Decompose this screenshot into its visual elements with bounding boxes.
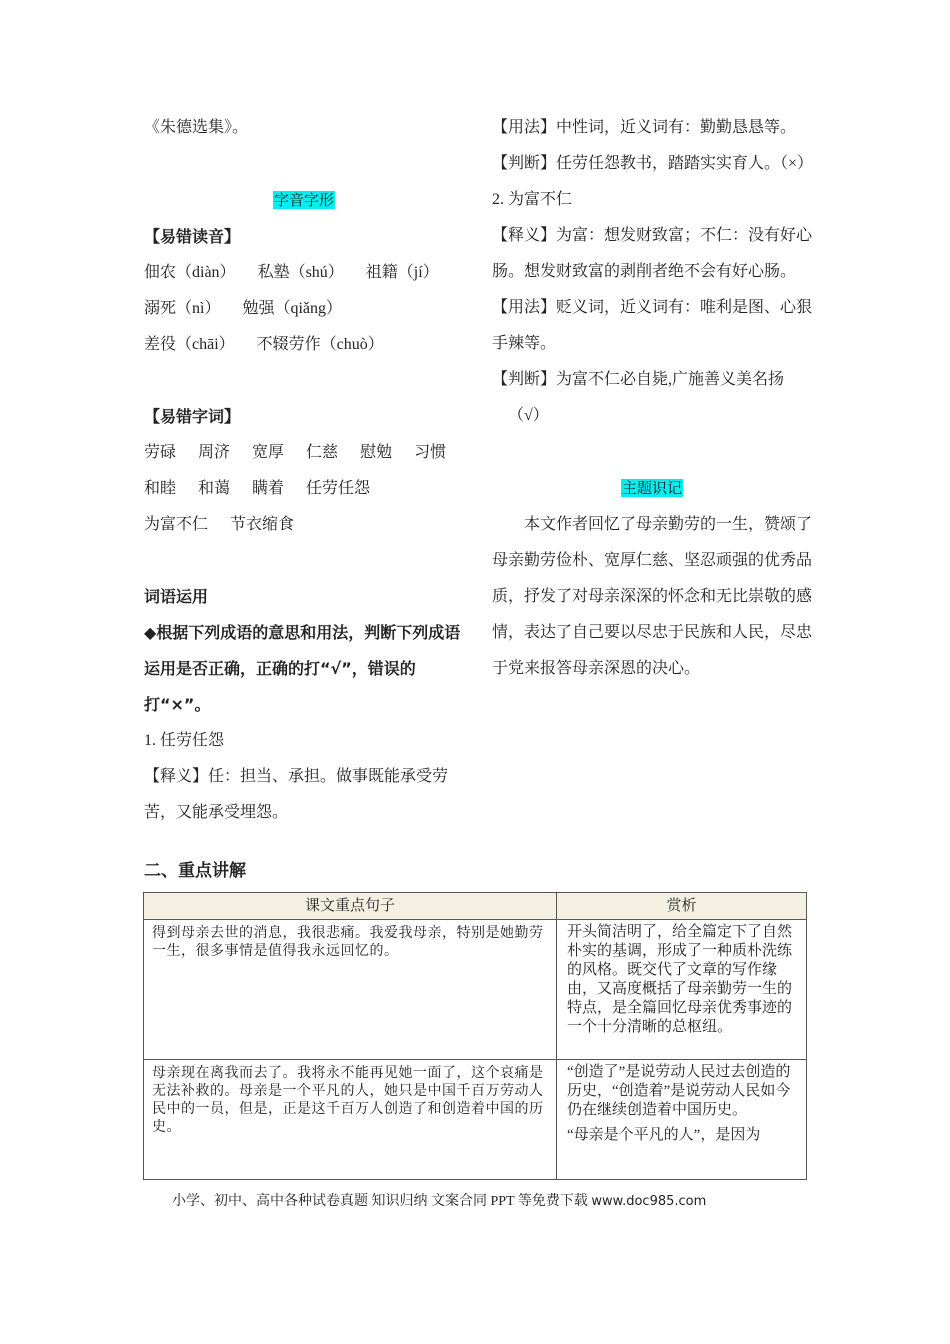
item2-meaning: 【释义】为富：想发财致富；不仁：没有好心肠。想发财致富的剥削者绝不会有好心肠。 xyxy=(492,227,813,280)
word-item: 宽厚 xyxy=(252,444,285,461)
reading-row-1 xyxy=(144,255,464,291)
item2-judge: 【判断】为富不仁必自毙,广施善义美名扬 xyxy=(492,371,785,388)
words-row-3 xyxy=(144,507,464,543)
section-heading-pronunciation xyxy=(144,182,464,219)
word-item: 仁慈 xyxy=(306,444,339,461)
easy-wrong-reading-title: 【易错读音】 xyxy=(144,227,241,246)
item1-meaning: 【释义】任：担当、承担。做事既能承受劳苦，又能承受埋怨。 xyxy=(144,768,449,821)
theme-paragraph-1: 本文作者回忆了母亲勤劳的一生，赞颂了母亲勤劳俭朴、宽厚仁慈、坚忍顽强的优秀品 xyxy=(492,516,813,569)
theme-title-label: 主题识记 xyxy=(621,479,682,497)
table-header-analysis: 赏析 xyxy=(557,893,807,920)
table-header-sentence: 课文重点句子 xyxy=(144,893,557,920)
word-item: 瞒着 xyxy=(252,480,285,497)
continued-text: 《朱德选集》。 xyxy=(144,119,249,136)
reading-item: 勉强（qiǎng） xyxy=(242,300,343,317)
reading-item: 差役（chāi） xyxy=(144,336,235,353)
left-column xyxy=(144,110,464,831)
analysis-paragraph: “创造了”是说劳动人民过去创造的历史，“创造着”是说劳动人民如今仍在继续创造着中国历史。 xyxy=(567,1064,791,1118)
table-row xyxy=(144,1060,807,1180)
reading-row-2 xyxy=(144,291,464,327)
item2-title: 2. 为富不仁 xyxy=(492,191,573,208)
section-pronunciation-label: 字音字形 xyxy=(273,191,334,209)
analysis-paragraph: 开头简洁明了，给全篇定下了自然朴实的基调，形成了一种质朴洗练的风格。既交代了文章的写作缘由，又高度概括了母亲勤劳一生的特点，是全篇回忆母亲优秀事迹的一个十分清晰的总枢纽。 xyxy=(567,924,793,1035)
reading-item: 佃农（diàn） xyxy=(144,264,236,281)
item1-judge: 【判断】任劳任怨教书，踏踏实实育人。（×） xyxy=(492,155,814,172)
reading-item: 祖籍（jí） xyxy=(365,264,439,281)
word-item: 节衣缩食 xyxy=(230,516,295,533)
word-item: 劳碌 xyxy=(144,444,177,461)
reading-row-3 xyxy=(144,327,464,363)
analysis-paragraph: “母亲是个平凡的人”，是因为 xyxy=(567,1127,761,1143)
table-row xyxy=(144,920,807,1060)
words-row-2 xyxy=(144,471,464,507)
table-cell-analysis xyxy=(557,1060,807,1180)
item1-usage: 【用法】中性词，近义词有：勤勤恳恳等。 xyxy=(492,119,797,136)
footer-url[interactable]: www.doc985.com xyxy=(591,1194,707,1209)
table-cell-sentence: 得到母亲去世的消息，我很悲痛。我爱我母亲，特别是她勤劳一生，很多事情是值得我永远回忆的。 xyxy=(144,920,557,1060)
instruction-text: ◆根据下列成语的意思和用法，判断下列成语运用是否正确，正确的打“√”，错误的打“×”。 xyxy=(144,623,461,714)
word-item: 慰勉 xyxy=(360,444,393,461)
word-item: 习惯 xyxy=(414,444,447,461)
word-item: 任劳任怨 xyxy=(306,480,371,497)
footer xyxy=(172,1190,706,1210)
key-points-table xyxy=(143,892,807,1180)
theme-paragraph-2: 质，抒发了对母亲深深的怀念和无比崇敬的感情，表达了自己要以尽忠于民族和人民，尽忠于党来报答母亲深恩的决心。 xyxy=(492,588,813,677)
reading-item: 私塾（shú） xyxy=(257,264,344,281)
easy-wrong-words-title: 【易错字词】 xyxy=(144,407,241,426)
usage-title: 词语运用 xyxy=(144,587,209,606)
section-heading-theme xyxy=(492,470,812,507)
footer-text: 小学、初中、高中各种试卷真题 知识归纳 文案合同 PPT 等免费下载 xyxy=(172,1194,588,1209)
words-row-1 xyxy=(144,435,464,471)
item2-answer: （√） xyxy=(508,407,549,424)
item1-title: 1. 任劳任怨 xyxy=(144,732,225,749)
reading-item: 溺死（nì） xyxy=(144,300,221,317)
item2-usage: 【用法】贬义词，近义词有：唯利是图、心狠手辣等。 xyxy=(492,299,813,352)
word-item: 和蔼 xyxy=(198,480,231,497)
table-cell-analysis xyxy=(557,920,807,1060)
word-item: 和睦 xyxy=(144,480,177,497)
right-column xyxy=(492,110,812,687)
word-item: 周济 xyxy=(198,444,231,461)
section2-title: 二、重点讲解 xyxy=(144,861,246,881)
word-item: 为富不仁 xyxy=(144,516,209,533)
table-cell-sentence: 母亲现在离我而去了。我将永不能再见她一面了，这个哀痛是无法补救的。母亲是一个平凡的人，她只是中国千百万劳动人民中的一员，但是，正是这千百万人创造了和创造着中国的历史。 xyxy=(144,1060,557,1180)
table-header-row xyxy=(144,893,807,920)
reading-item: 不辍劳作（chuò） xyxy=(256,336,384,353)
